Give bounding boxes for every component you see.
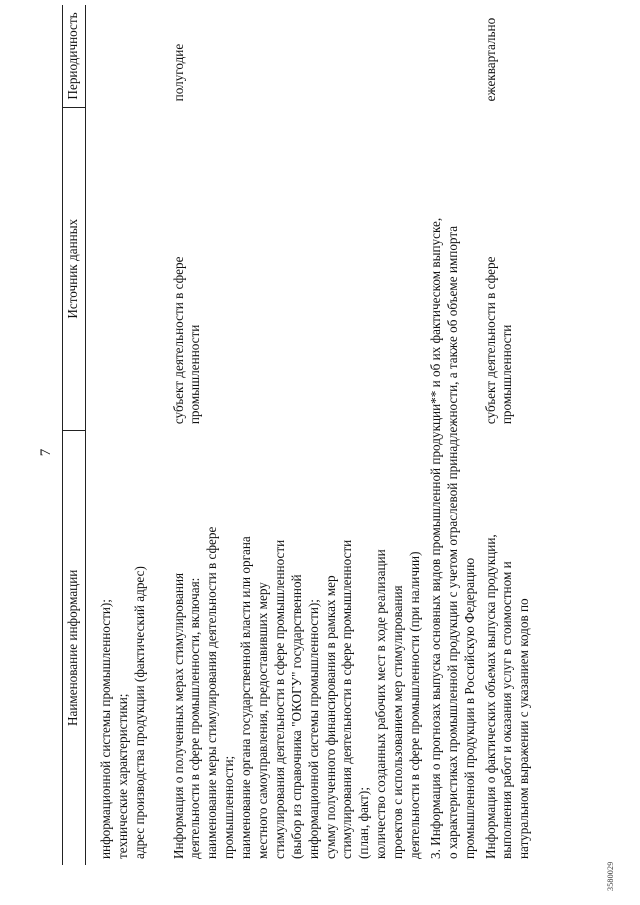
header-name: Наименование информации (63, 430, 86, 865)
section-heading-row (426, 5, 481, 865)
document-code: 3580029 (606, 861, 615, 891)
row-source-cell: субъект деятельности в сфере промышленности (170, 256, 203, 425)
page-number: 7 (38, 448, 54, 457)
table-row (169, 5, 426, 865)
row-name-cell: информационной системы промышленности); технические характеристики; адрес производства продукции (фактический адрес) (97, 566, 147, 859)
row-period-cell: ежеквартально (482, 17, 498, 102)
table-header-row (63, 5, 86, 865)
row-source-cell (96, 107, 151, 430)
table-row (481, 5, 536, 865)
row-period-cell: полугодие (170, 43, 186, 102)
header-source: Источник данных (63, 107, 86, 430)
header-period: Периодичность (63, 5, 86, 107)
row-name-cell: Информация о полученных мерах стимулирования деятельности в сфере промышленности, включая: наименование меры стимулирования деятельности в сфере промышленности; наименование органа государственной власти или органа местного самоуправления, предоставивших меру стимулирования деятельности в сфере промышленности (выбор из справочника "ОКОГУ" государственной информационной системы промышленности); сумму полученного финансирования в рамках мер стимулирования деятельности в сфере промышленности (план, факт); количество созданных рабочих мест в ходе реализации проектов с использованием мер стимулирования деятельности в сфере промышленности (при наличии) (170, 526, 423, 859)
row-name-cell: Информация о фактических объемах выпуска продукции, выполнения работ и оказания услуг в стоимостном и натуральном выражении с указанием кодов по (482, 534, 532, 859)
table-row (96, 5, 151, 865)
section-heading: 3. Информация о прогнозах выпуска основных видов промышленной продукции** и об их фактическом выпуске, о характеристиках промышленной продукции с учетом отраслевой принадлежности, а также об объеме импорта промышленной продукции в Российскую Федерацию (427, 217, 477, 859)
info-table (62, 5, 535, 865)
row-period-cell (96, 5, 151, 107)
row-source-cell: субъект деятельности в сфере промышленности (482, 256, 515, 425)
